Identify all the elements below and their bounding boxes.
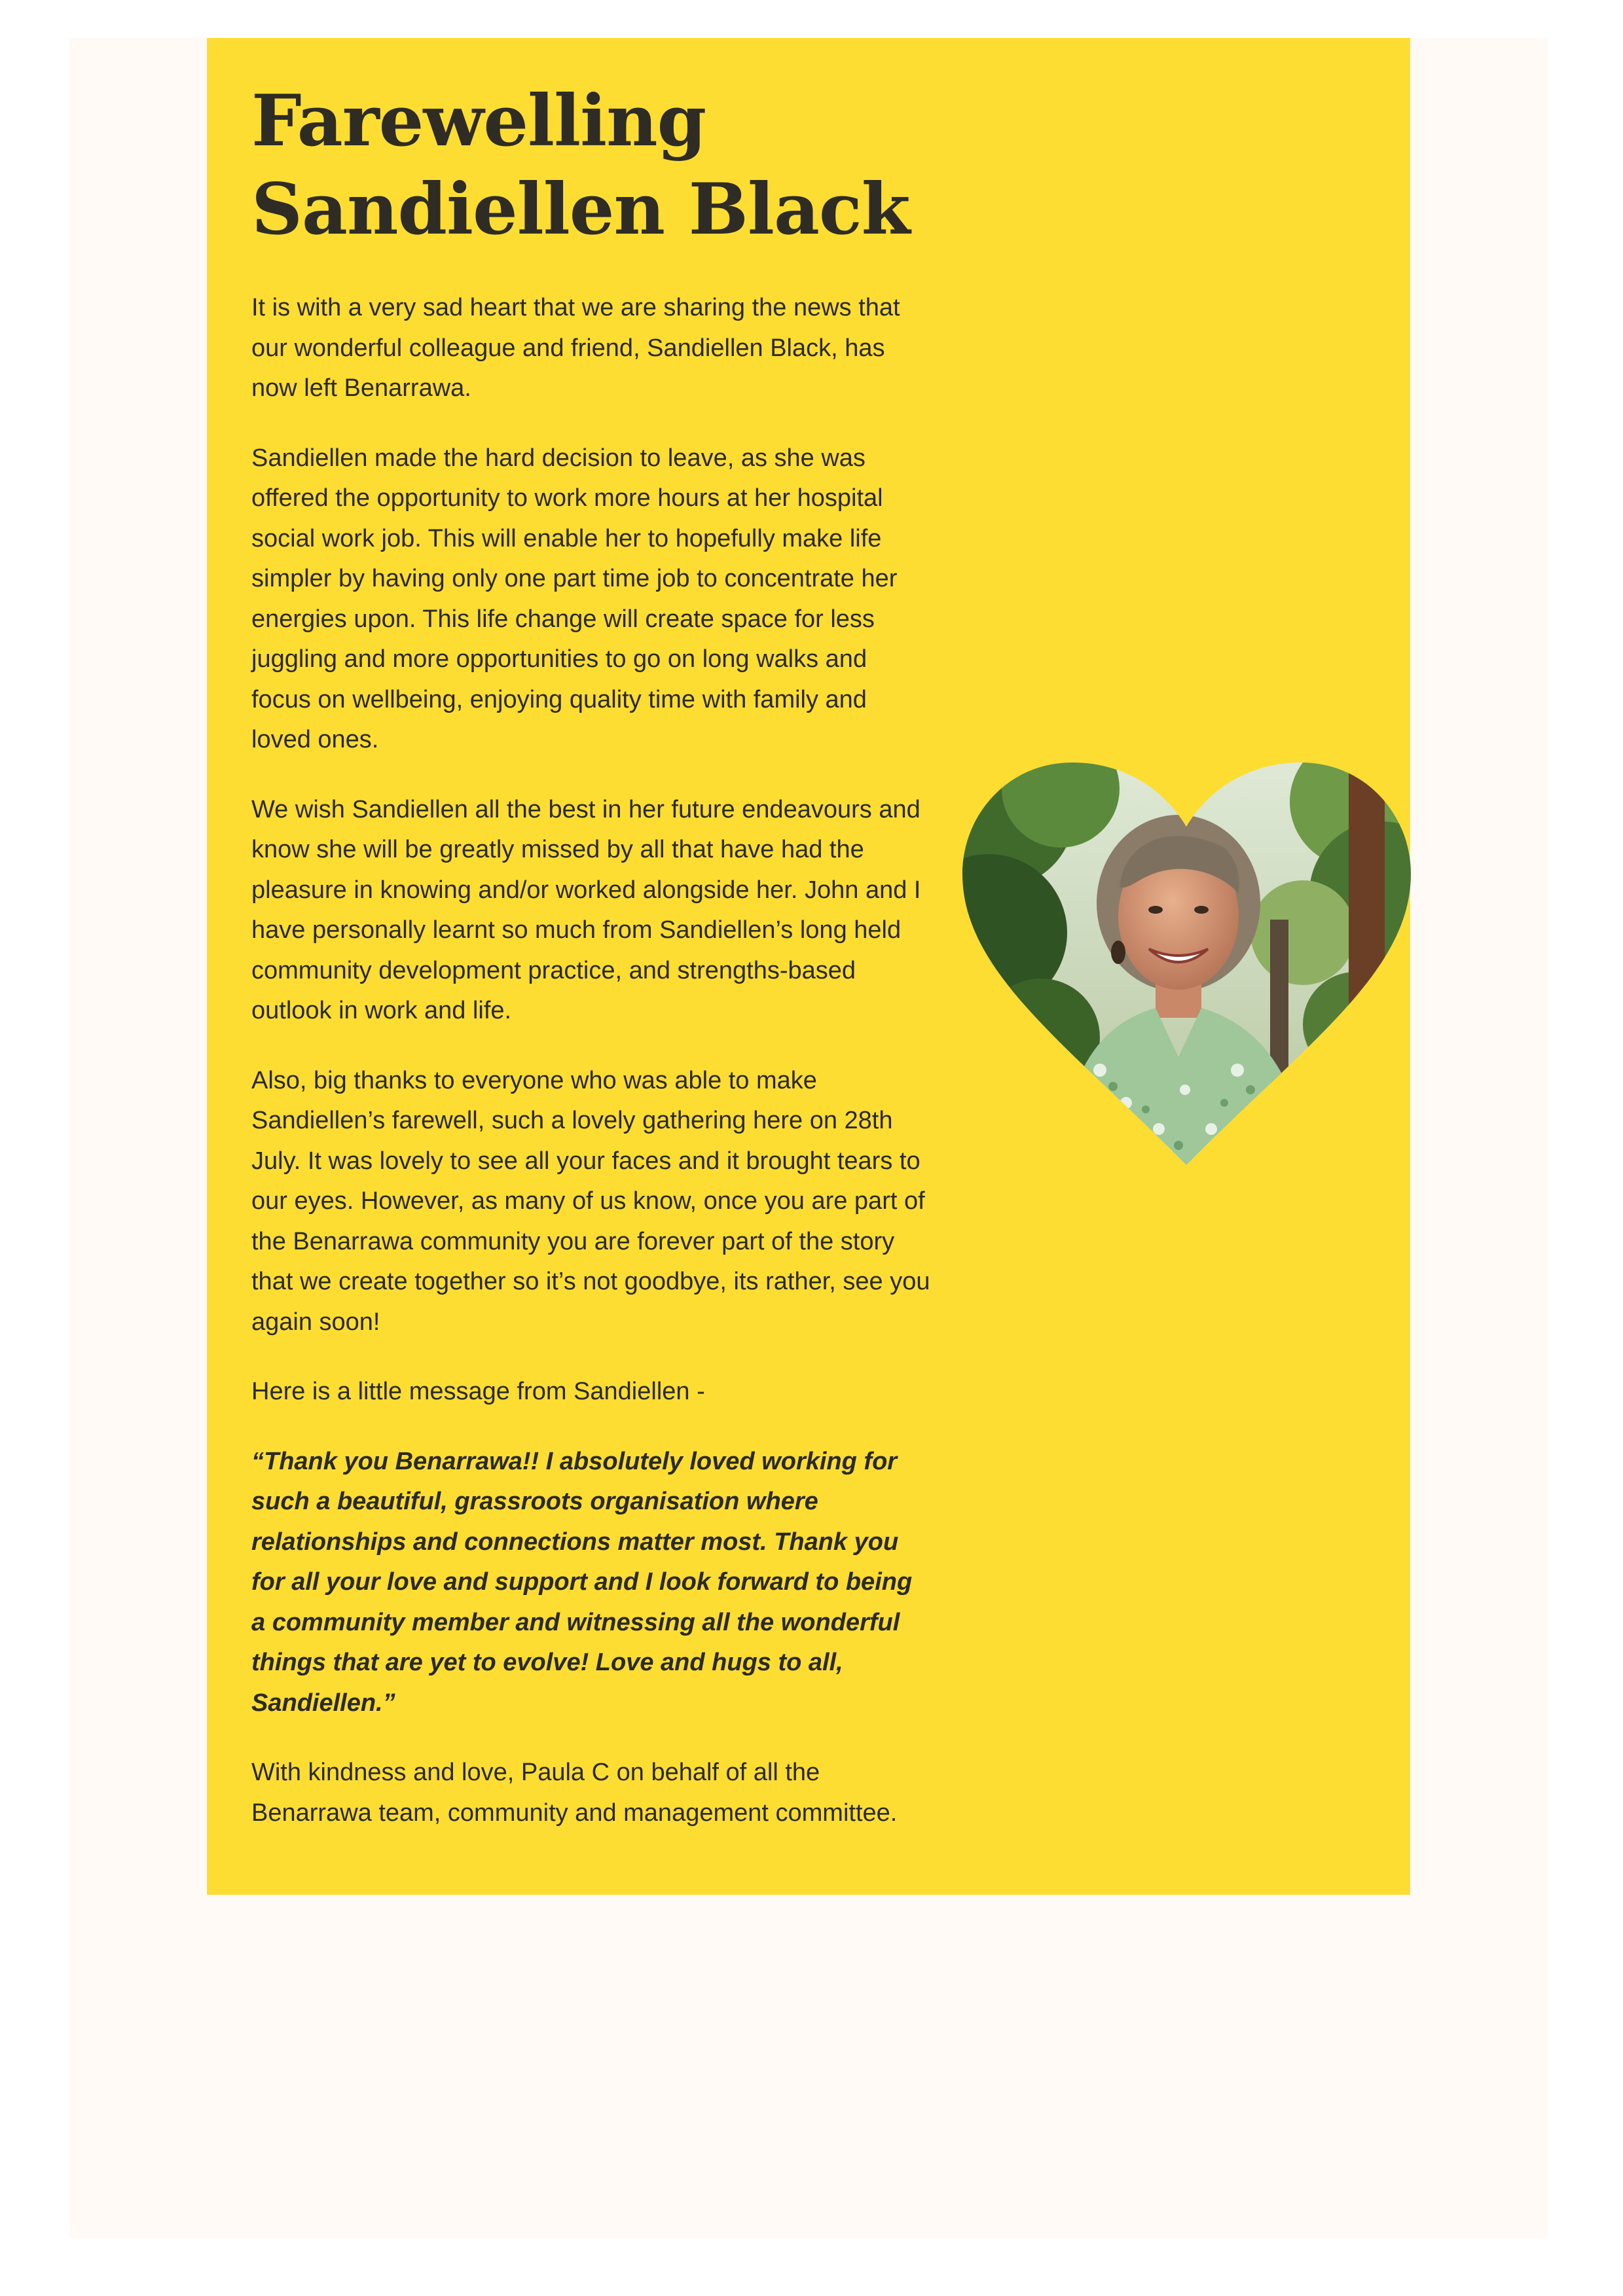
title-line-1: Farewelling	[251, 80, 706, 162]
paragraph-wishes: We wish Sandiellen all the best in her future endeavours and know she will be greatly missed by all that have had the pleasure in knowing and/or worked alongside her. John and I have personally learnt so much from Sandiellen’s long held community development practice, and strengths-based outlook in work and life.	[251, 795, 921, 1024]
heart-portrait-photo	[962, 762, 1411, 1165]
sign-off: With kindness and love, Paula C on behalf of all the Benarrawa team, community and management committee.	[251, 1759, 898, 1827]
paragraph-thanks: Also, big thanks to everyone who was able to make Sandiellen’s farewell, such a lovely gathering here on 28th July. It was lovely to see all your faces and it brought tears to our eyes. However, as many of us know, once you are part of the Benarrawa community you are forever part of the story that we create together so it’s not goodbye, its rather, see you again soon!	[251, 1066, 930, 1336]
paragraph-reason: Sandiellen made the hard decision to leave, as she was offered the opportunity to work more hours at her hospital social work job. This will enable her to hopefully make life simpler by having only one part time job to concentrate her energies upon. This life change will create space for less juggling and more opportunities to go on long walks and focus on wellbeing, enjoying quality time with family and loved ones.	[251, 444, 898, 753]
article-body	[251, 288, 932, 1863]
title-line-2: Sandiellen Black	[251, 168, 910, 251]
portrait-photo	[962, 762, 1411, 1165]
article-title	[251, 77, 910, 254]
farewell-quote: “Thank you Benarrawa!! I absolutely loved working for such a beautiful, grassroots organisation where relationships and connections matter most. Thank you for all your love and support and I look forward to being a community member and witnessing all the wonderful things that are yet to evolve! Love and hugs to all, Sandiellen.”	[251, 1447, 913, 1717]
paragraph-message-intro: Here is a little message from Sandiellen -	[251, 1378, 705, 1405]
paragraph-intro: It is with a very sad heart that we are sharing the news that our wonderful colleague and friend, Sandiellen Black, has now left Benarrawa.	[251, 294, 900, 402]
